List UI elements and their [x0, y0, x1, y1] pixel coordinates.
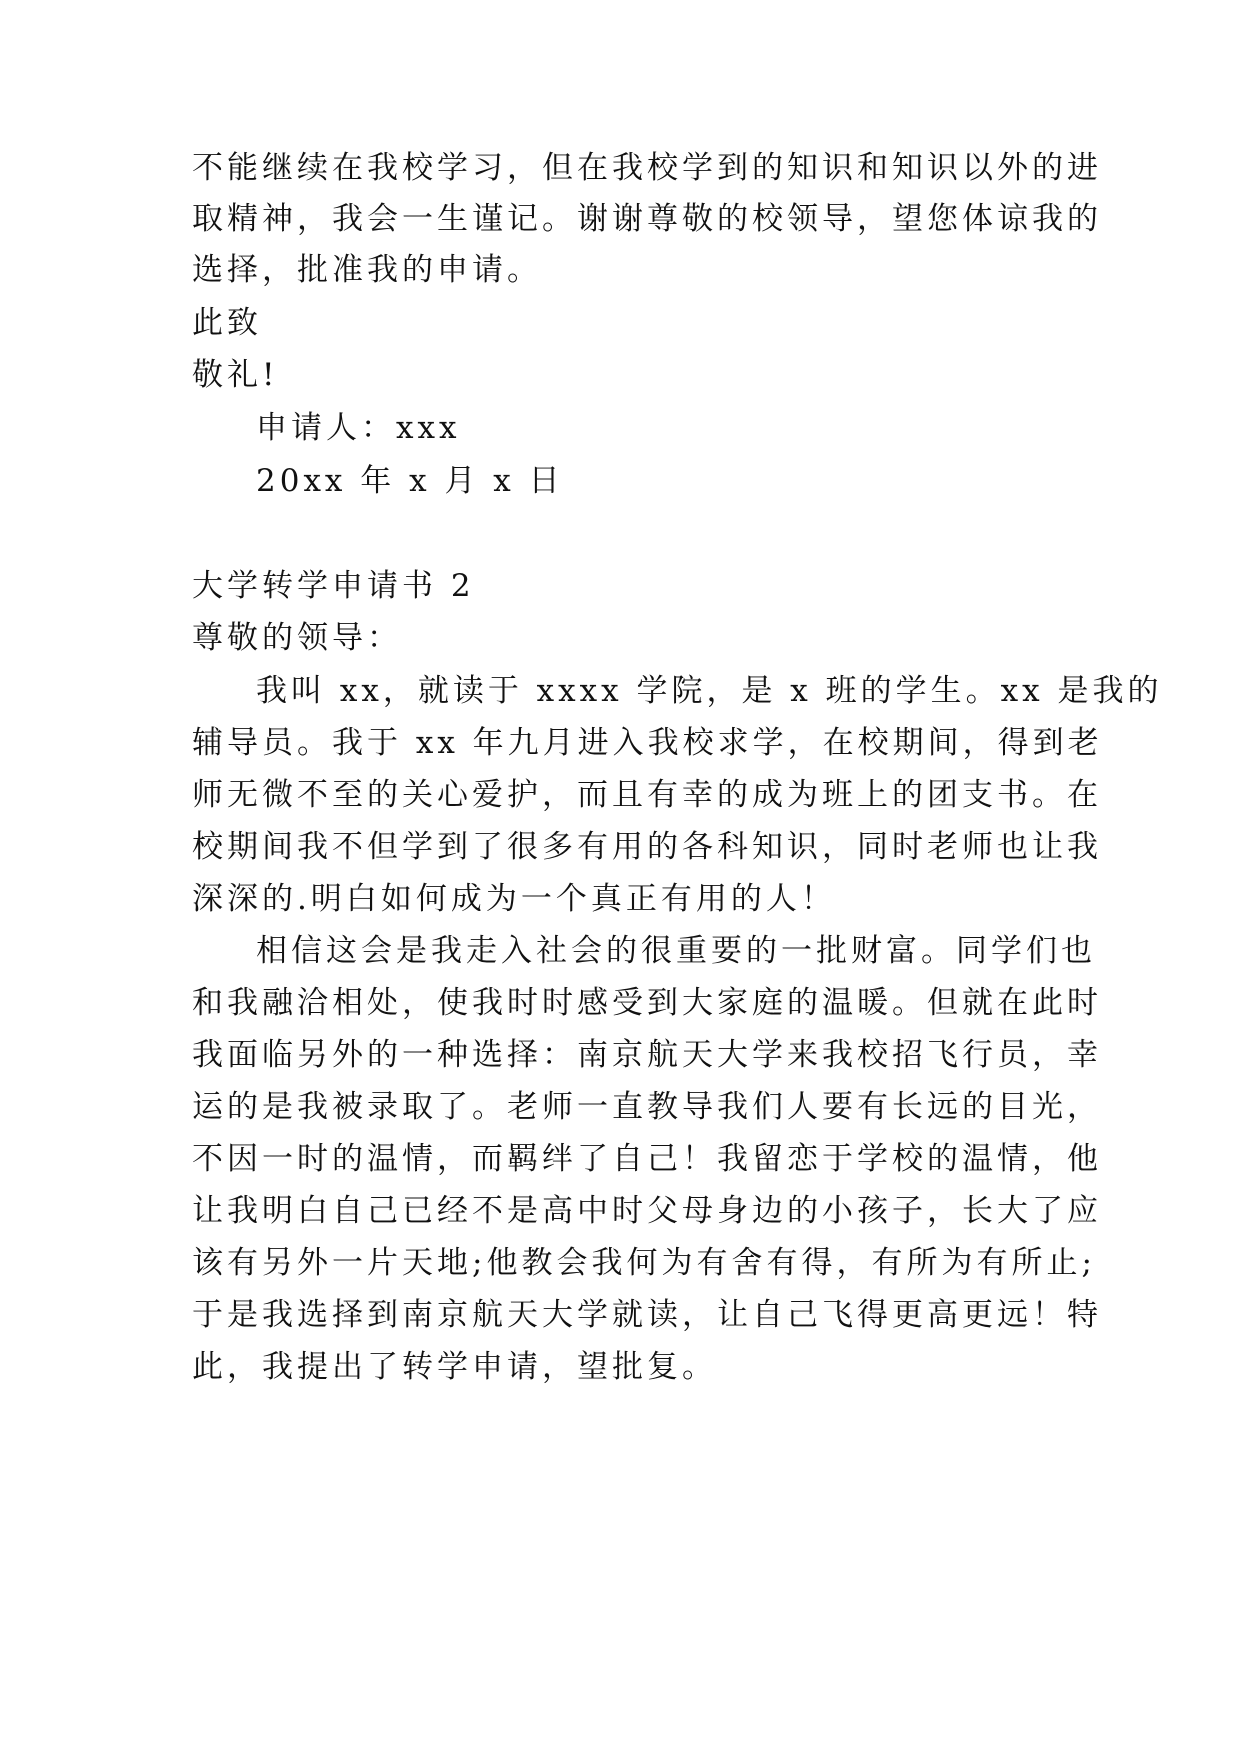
paragraph-line: 不能继续在我校学习，但在我校学到的知识和知识以外的进	[192, 150, 1102, 186]
paragraph-line: 深深的.明白如何成为一个真正有用的人！	[192, 881, 836, 917]
closing-line: 敬礼!	[192, 357, 279, 393]
signature-date: 20xx 年 x 月 x 日	[256, 463, 564, 499]
closing-line: 此致	[192, 305, 262, 341]
paragraph-line: 相信这会是我走入社会的很重要的一批财富。同学们也	[256, 933, 1096, 969]
paragraph-line: 选择，批准我的申请。	[192, 252, 542, 288]
paragraph-line: 我面临另外的一种选择：南京航天大学来我校招飞行员，幸	[192, 1037, 1102, 1073]
paragraph-line: 该有另外一片天地;他教会我何为有舍有得，有所为有所止;	[192, 1245, 1096, 1281]
paragraph-line: 于是我选择到南京航天大学就读，让自己飞得更高更远！特	[192, 1297, 1102, 1333]
salutation: 尊敬的领导：	[192, 620, 402, 656]
paragraph-line: 辅导员。我于 xx 年九月进入我校求学，在校期间，得到老	[192, 725, 1103, 761]
applicant-signature: 申请人：xxx	[256, 410, 461, 446]
paragraph-line: 不因一时的温情，而羁绊了自己！我留恋于学校的温情，他	[192, 1141, 1102, 1177]
paragraph-line: 运的是我被录取了。老师一直教导我们人要有长远的目光，	[192, 1089, 1102, 1125]
paragraph-line: 此，我提出了转学申请，望批复。	[192, 1349, 717, 1385]
paragraph-line: 师无微不至的关心爱护，而且有幸的成为班上的团支书。在	[192, 777, 1102, 813]
paragraph-line: 和我融洽相处，使我时时感受到大家庭的温暖。但就在此时	[192, 985, 1102, 1021]
paragraph-line: 校期间我不但学到了很多有用的各科知识，同时老师也让我	[192, 829, 1102, 865]
paragraph-line: 取精神，我会一生谨记。谢谢尊敬的校领导，望您体谅我的	[192, 201, 1102, 237]
section-title: 大学转学申请书 2	[192, 568, 475, 604]
paragraph-line: 我叫 xx，就读于 xxxx 学院，是 x 班的学生。xx 是我的	[256, 673, 1163, 709]
paragraph-line: 让我明白自己已经不是高中时父母身边的小孩子，长大了应	[192, 1193, 1102, 1229]
